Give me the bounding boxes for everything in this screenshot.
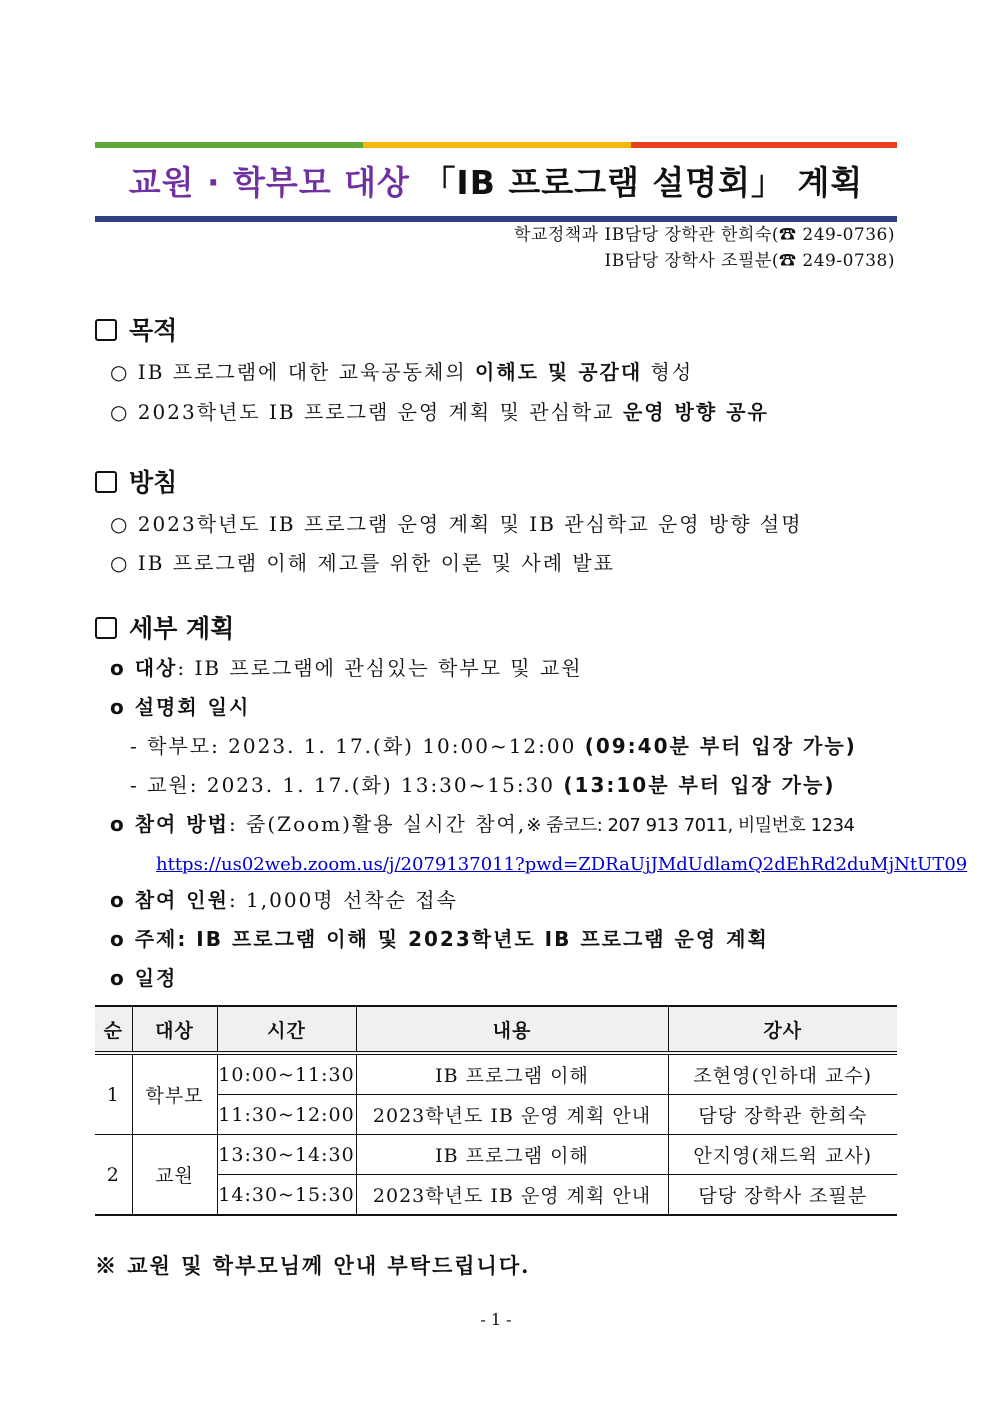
zoom-link[interactable]: https://us02web.zoom.us/j/2079137011?pwd=ZDRaUjJMdUdlamQ2dEhRd2duMjNtUT09 <box>156 854 968 875</box>
row-content: IB 프로그램 이해 <box>356 1053 668 1095</box>
title-top-bar <box>95 142 897 148</box>
plan-count <box>110 885 458 915</box>
purpose-item-2-pre: ○ 2023학년도 IB 프로그램 운영 계획 및 관심학교 <box>110 400 623 424</box>
parent-time: - 학부모: 2023. 1. 17.(화) 10:00~12:00 <box>130 734 585 758</box>
plan-datetime-parent <box>130 731 857 761</box>
plan-method-label: 참여 방법 <box>134 812 229 836</box>
header-no: 순 <box>95 1006 132 1053</box>
top-bar-green <box>95 142 363 148</box>
plan-target-text: : IB 프로그램에 관심있는 학부모 및 교원 <box>177 656 583 680</box>
plan-datetime-teacher <box>130 770 835 800</box>
bullet-icon: o <box>110 927 135 951</box>
purpose-item-1-pre: ○ IB 프로그램에 대한 교육공동체의 <box>110 360 475 384</box>
plan-topic <box>110 924 769 954</box>
plan-method-note: ※ 줌코드: 207 913 7011, 비밀번호 1234 <box>526 815 855 836</box>
plan-topic-text: : IB 프로그램 이해 및 2023학년도 IB 프로그램 운영 계획 <box>177 927 769 951</box>
zoom-link-line <box>156 848 967 880</box>
teacher-time: - 교원: 2023. 1. 17.(화) 13:30~15:30 <box>130 773 564 797</box>
row-target: 교원 <box>132 1135 217 1216</box>
plan-datetime <box>110 692 250 722</box>
title-target: 교원 · 학부모 대상 <box>128 163 410 202</box>
plan-count-label: 참여 인원 <box>134 888 229 912</box>
schedule-table <box>95 1005 897 1216</box>
policy-item-1: ○ 2023학년도 IB 프로그램 운영 계획 및 IB 관심학교 운영 방향 설명 <box>110 512 803 536</box>
checkbox-square-icon <box>95 319 117 341</box>
closing-note: ※ 교원 및 학부모님께 안내 부탁드립니다. <box>95 1253 531 1278</box>
row-no: 1 <box>95 1053 132 1135</box>
row-no: 2 <box>95 1135 132 1216</box>
plan-method-text: : 줌(Zoom)활용 실시간 참여, <box>228 812 527 836</box>
page-number: - 1 - <box>480 1310 512 1329</box>
bullet-icon: o <box>110 656 135 680</box>
header-target: 대상 <box>132 1006 217 1053</box>
section-heading-purpose <box>95 314 177 348</box>
table-header-row <box>95 1006 897 1053</box>
purpose-item-2 <box>110 397 769 427</box>
section-heading-text: 세부 계획 <box>129 614 235 643</box>
bullet-icon: o <box>110 966 135 990</box>
section-heading-text: 목적 <box>129 316 178 345</box>
bullet-icon: o <box>110 812 135 836</box>
section-heading-text: 방침 <box>129 468 178 497</box>
teacher-entry: (13:10분 부터 입장 가능) <box>563 773 836 797</box>
row-time: 10:00~11:30 <box>217 1053 356 1095</box>
purpose-item-1-post: 형성 <box>642 360 694 384</box>
parent-entry: (09:40분 부터 입장 가능) <box>584 734 857 758</box>
header-time: 시간 <box>217 1006 356 1053</box>
top-bar-red <box>631 142 897 148</box>
top-bar-yellow <box>363 142 631 148</box>
policy-item-2: ○ IB 프로그램 이해 제고를 위한 이론 및 사례 발표 <box>110 551 616 575</box>
plan-target <box>110 653 583 683</box>
row-time: 13:30~14:30 <box>217 1135 356 1175</box>
table-row <box>95 1053 897 1095</box>
row-speaker: 담당 장학사 조필분 <box>668 1175 897 1216</box>
row-speaker: 담당 장학관 한희숙 <box>668 1095 897 1135</box>
plan-topic-label: 주제 <box>134 927 178 951</box>
bullet-icon: o <box>110 888 135 912</box>
checkbox-square-icon <box>95 617 117 639</box>
section-heading-policy <box>95 466 177 500</box>
title-main: 「IB 프로그램 설명회」 계획 <box>422 163 864 202</box>
table-row <box>95 1135 897 1175</box>
row-content: 2023학년도 IB 운영 계획 안내 <box>356 1095 668 1135</box>
contact-line-2: IB담당 장학사 조필분(☎ 249-0738) <box>604 251 895 271</box>
purpose-item-1 <box>110 357 693 387</box>
bullet-icon: o <box>110 695 135 719</box>
row-speaker: 안지영(채드윅 교사) <box>668 1135 897 1175</box>
row-target: 학부모 <box>132 1053 217 1135</box>
purpose-item-2-bold: 운영 방향 공유 <box>622 400 769 424</box>
plan-datetime-label: 설명회 일시 <box>134 695 251 719</box>
plan-schedule <box>110 963 177 993</box>
row-speaker: 조현영(인하대 교수) <box>668 1053 897 1095</box>
row-content: 2023학년도 IB 운영 계획 안내 <box>356 1175 668 1216</box>
purpose-item-1-bold: 이해도 및 공감대 <box>475 360 643 384</box>
checkbox-square-icon <box>95 471 117 493</box>
header-content: 내용 <box>356 1006 668 1053</box>
row-content: IB 프로그램 이해 <box>356 1135 668 1175</box>
page-title <box>95 156 897 210</box>
section-heading-plan <box>95 612 234 646</box>
contact-line-1: 학교정책과 IB담당 장학관 한희숙(☎ 249-0736) <box>513 225 895 245</box>
plan-target-label: 대상 <box>134 656 178 680</box>
header-speaker: 강사 <box>668 1006 897 1053</box>
plan-count-text: : 1,000명 선착순 접속 <box>228 888 458 912</box>
row-time: 11:30~12:00 <box>217 1095 356 1135</box>
plan-method <box>110 809 854 841</box>
plan-schedule-label: 일정 <box>134 966 178 990</box>
row-time: 14:30~15:30 <box>217 1175 356 1216</box>
